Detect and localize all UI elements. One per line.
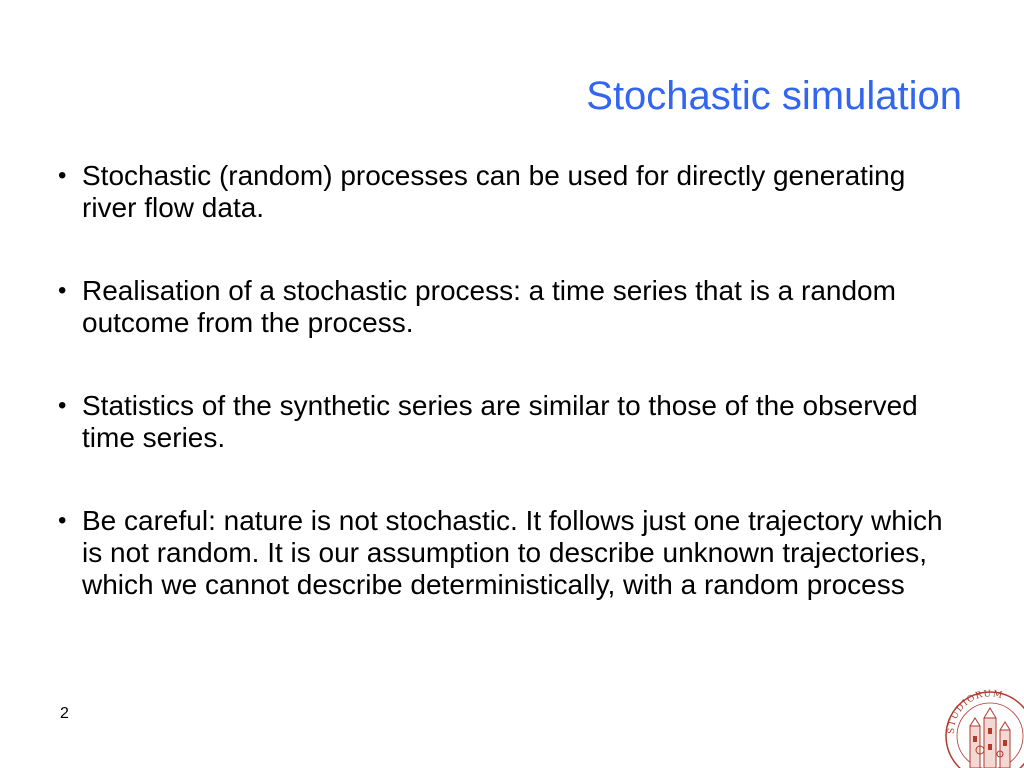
bullet-item (58, 390, 958, 454)
bullet-text: Be careful: nature is not stochastic. It follows just one trajectory which is not random. It is our assumption to describe unknown trajectories, which we cannot describe deterministically, with a random process (82, 505, 943, 600)
seal-text: STUDIORUM (946, 689, 1004, 735)
bullet-icon: • (58, 162, 67, 189)
bullet-item (58, 505, 958, 601)
bullet-item (58, 160, 958, 224)
bullet-text: Realisation of a stochastic process: a time series that is a random outcome from the process. (82, 275, 896, 338)
bullet-item (58, 275, 958, 339)
bullet-list (58, 160, 958, 652)
bullet-text: Statistics of the synthetic series are similar to those of the observed time series. (82, 390, 918, 453)
slide-title: Stochastic simulation (586, 74, 962, 118)
bullet-text: Stochastic (random) processes can be used for directly generating river flow data. (82, 160, 906, 223)
page-number: 2 (60, 705, 69, 722)
seal-graphic (944, 688, 1024, 768)
bullet-icon: • (58, 277, 67, 304)
bullet-icon: • (58, 392, 67, 419)
bullet-icon: • (58, 507, 67, 534)
university-seal-icon (944, 688, 1024, 768)
